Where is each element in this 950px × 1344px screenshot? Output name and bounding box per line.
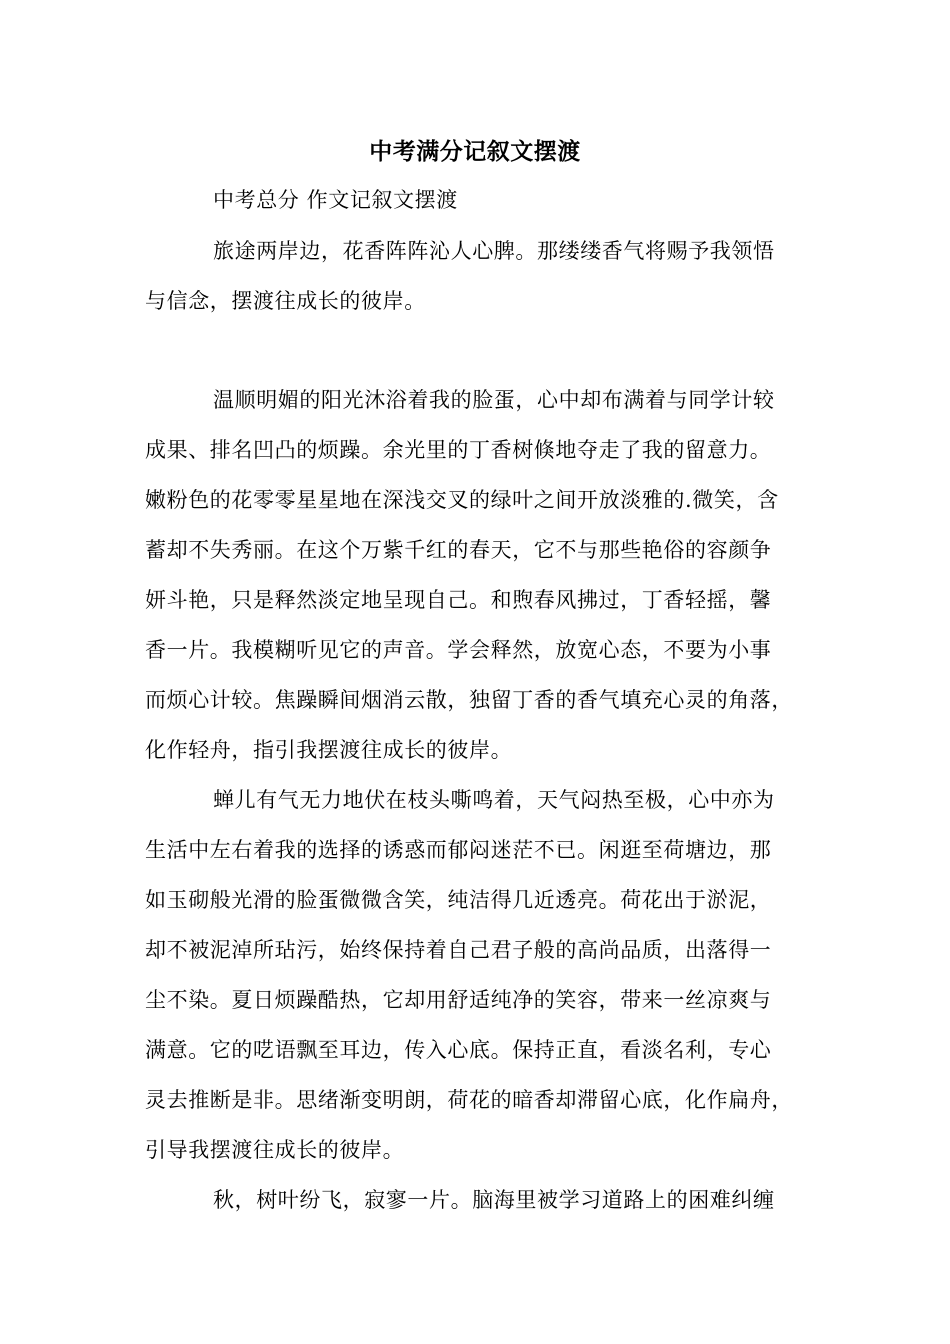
paragraph-line: 尘不染。夏日烦躁酷热，它却用舒适纯净的笑容，带来一丝凉爽与 [145,988,772,1012]
paragraph-line: 如玉砌般光滑的脸蛋微微含笑，纯洁得几近透亮。荷花出于淤泥， [145,888,772,912]
paragraph-line: 旅途两岸边，花香阵阵沁人心脾。那缕缕香气将赐予我领悟 [213,239,775,263]
paragraph-line: 而烦心计较。焦躁瞬间烟消云散，独留丁香的香气填充心灵的角落， [145,688,793,712]
paragraph-line: 蝉儿有气无力地伏在枝头嘶鸣着，天气闷热至极，心中亦为 [213,788,775,812]
paragraph-line: 与信念，摆渡往成长的彼岸。 [145,289,426,313]
paragraph-line: 成果、排名凹凸的烦躁。余光里的丁香树倏地夺走了我的留意力。 [145,438,772,462]
paragraph-line: 妍斗艳，只是释然淡定地呈现自己。和煦春风拂过，丁香轻摇，馨 [145,588,772,612]
paragraph-line: 灵去推断是非。思绪渐变明朗，荷花的暗香却滞留心底，化作扁舟， [145,1088,793,1112]
paragraph-line: 嫩粉色的花零零星星地在深浅交叉的绿叶之间开放淡雅的.微笑，含 [145,488,779,512]
subtitle-line: 中考总分 作文记叙文摆渡 [213,188,458,212]
paragraph-line: 却不被泥淖所玷污，始终保持着自己君子般的高尚品质，出落得一 [145,938,772,962]
paragraph-line: 满意。它的呓语飘至耳边，传入心底。保持正直，看淡名利，专心 [145,1038,772,1062]
paragraph-line: 引导我摆渡往成长的彼岸。 [145,1138,405,1162]
document-title: 中考满分记叙文摆渡 [369,138,581,165]
paragraph-line: 蓄却不失秀丽。在这个万紫千红的春天，它不与那些艳俗的容颜争 [145,538,772,562]
paragraph-line: 秋，树叶纷飞，寂寥一片。脑海里被学习道路上的困难纠缠 [213,1188,775,1212]
paragraph-line: 温顺明媚的阳光沐浴着我的脸蛋，心中却布满着与同学计较 [213,388,775,412]
paragraph-line: 生活中左右着我的选择的诱惑而郁闷迷茫不已。闲逛至荷塘边，那 [145,838,772,862]
paragraph-line: 化作轻舟，指引我摆渡往成长的彼岸。 [145,738,513,762]
paragraph-line: 香一片。我模糊听见它的声音。学会释然，放宽心态，不要为小事 [145,638,772,662]
